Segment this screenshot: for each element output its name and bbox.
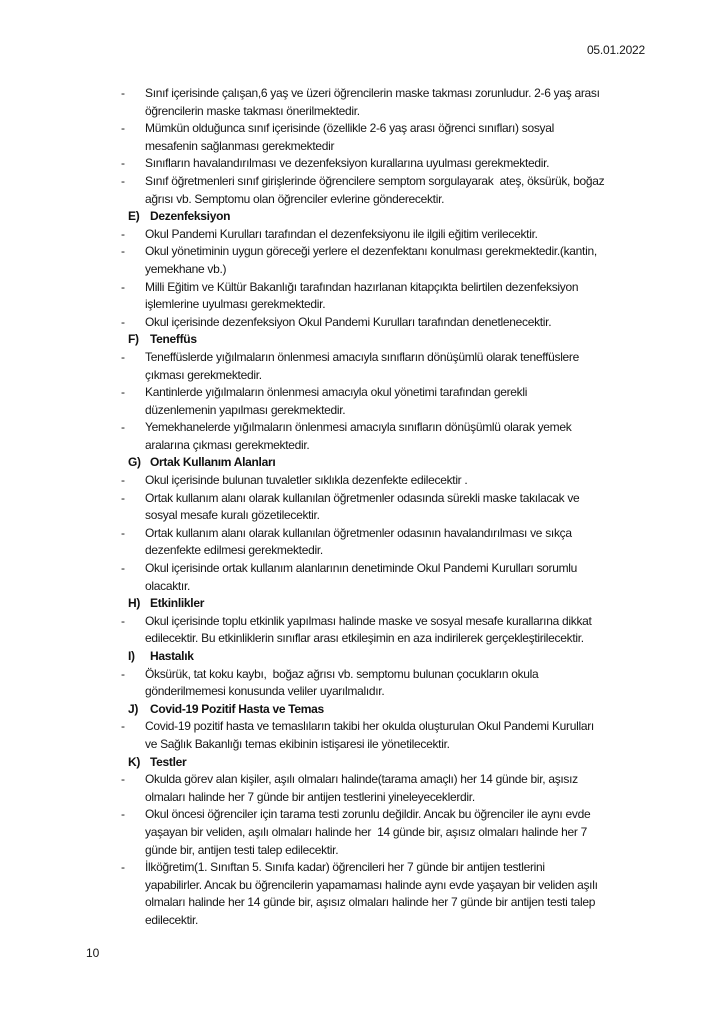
page-number: 10 [86,946,100,960]
list-item [121,472,684,490]
list-item [121,173,684,208]
section-title: Etkinlikler [150,596,205,611]
section-title: Ortak Kullanım Alanları [150,455,276,470]
list-item [121,666,684,701]
list-item-text [145,85,684,120]
list-item-line: Yemekhanelerde yığılmaların önlenmesi amacıyla sınıfların dönüşümlü olarak yemek [145,420,572,435]
list-item-line: Ortak kullanım alanı olarak kullanılan öğretmenler odasında sürekli maske takılacak ve [145,490,580,505]
list-item-line: Sınıf öğretmenleri sınıf girişlerinde öğrencilere semptom sorgulayarak ateş, öksürük, boğaz [145,173,605,188]
list-item-line: Covid-19 pozitif hasta ve temaslıların takibi her okulda oluşturulan Okul Pandemi Kurulları [145,719,594,734]
list-item-text [145,155,684,173]
bullet-dash: - [121,226,125,241]
list-item-text [145,226,684,244]
section-heading [128,701,684,719]
section-heading [128,331,684,349]
section-title: Teneffüs [150,332,197,347]
list-item-line: olmaları halinde her 14 günde bir, aşısız olmaları halinde her 7 günde bir antijen testi talep [145,895,596,910]
bullet-dash: - [121,719,125,734]
list-item [121,226,684,244]
bullet-dash: - [121,490,125,505]
section-letter: J) [128,701,139,716]
bullet-dash: - [121,473,125,488]
list-item-line: sosyal mesafe kuralı gözetilecektir. [145,508,320,523]
section-title: Testler [150,754,187,769]
list-item-line: Öksürük, tat koku kaybı, boğaz ağrısı vb. semptomu bulunan çocukların okula [145,666,539,681]
list-item-line: Sınıfların havalandırılması ve dezenfeksiyon kurallarına uyulması gerekmektedir. [145,156,550,171]
list-item-line: yemekhane vb.) [145,261,227,276]
list-item-line: işlemlerine uyulması gerekmektedir. [145,297,326,312]
bullet-dash: - [121,561,125,576]
section-letter: K) [128,754,141,769]
list-item-line: Okul öncesi öğrenciler için tarama testi zorunlu değildir. Ancak bu öğrenciler ile aynı evde [145,807,591,822]
list-item-text [145,771,684,806]
document-date: 05.01.2022 [586,43,645,57]
list-item-line: öğrencilerin maske takması önerilmektedir. [145,103,360,118]
list-item-line: edilecektir. Bu etkinliklerin sınıflar arası etkileşimin en aza indirilerek gerçekleştirilecektir. [145,631,584,646]
bullet-dash: - [121,613,125,628]
list-item-line: yapabilirler. Ancak bu öğrencilerin yapamaması halinde aynı evde yaşayan bir veliden aşılı [145,877,598,892]
bullet-dash: - [121,244,125,259]
bullet-dash: - [121,121,125,136]
list-item-text [145,490,684,525]
section-heading [128,648,684,666]
section-letter: H) [128,596,141,611]
section-letter: F) [128,332,139,347]
list-item-line: olmaları halinde her 7 günde bir antijen testlerini yineleyeceklerdir. [145,789,475,804]
list-item-line: Milli Eğitim ve Kültür Bakanlığı tarafından hazırlanan kitapçıkta belirtilen dezenfeksiyon [145,279,579,294]
bullet-dash: - [121,279,125,294]
list-item-line: gönderilmemesi konusunda veliler uyarılmalıdır. [145,684,385,699]
list-item [121,384,684,419]
list-item-line: günde bir, antijen testi talep edilecektir. [145,842,339,857]
bullet-dash: - [121,807,125,822]
bullet-dash: - [121,666,125,681]
list-item-line: Sınıf içerisinde çalışan,6 yaş ve üzeri öğrencilerin maske takması zorunludur. 2-6 yaş arası [145,86,600,100]
list-item [121,349,684,384]
section-heading [128,595,684,613]
list-item [121,771,684,806]
bullet-dash: - [121,314,125,329]
document-body [121,85,684,930]
list-item-line: Kantinlerde yığılmaların önlenmesi amacıyla okul yönetimi tarafından gerekli [145,385,528,400]
list-item [121,243,684,278]
list-item [121,859,684,929]
list-item-text [145,613,684,648]
bullet-dash: - [121,349,125,364]
list-item-text [145,560,684,595]
list-item [121,155,684,173]
list-item-line: mesafenin sağlanması gerekmektedir [145,138,335,153]
list-item-line: edilecektir. [145,912,199,927]
bullet-dash: - [121,772,125,787]
list-item-text [145,349,684,384]
list-item [121,806,684,859]
list-item [121,718,684,753]
list-item-line: Mümkün olduğunca sınıf içerisinde (özellikle 2-6 yaş arası öğrenci sınıfları) sosyal [145,121,554,136]
list-item [121,85,684,120]
list-item [121,490,684,525]
list-item-line: İlköğretim(1. Sınıftan 5. Sınıfa kadar) öğrencileri her 7 günde bir antijen testlerini [145,860,545,875]
list-item [121,525,684,560]
list-item-text [145,419,684,454]
bullet-dash: - [121,173,125,188]
bullet-dash: - [121,420,125,435]
list-item-line: Okul içerisinde bulunan tuvaletler sıklıkla dezenfekte edilecektir . [145,473,468,488]
list-item-line: ağrısı vb. Semptomu olan öğrenciler evlerine gönderecektir. [145,191,445,206]
list-item-line: Okul Pandemi Kurulları tarafından el dezenfeksiyonu ile ilgili eğitim verilecektir. [145,226,538,241]
section-letter: I) [128,649,135,663]
section-letter: G) [128,455,141,470]
section-letter: E) [128,209,140,224]
list-item-line: Okulda görev alan kişiler, aşılı olmaları halinde(tarama amaçlı) her 14 günde bir, aşısız [145,772,578,787]
section-title: Hastalık [150,649,194,663]
section-title: Covid-19 Pozitif Hasta ve Temas [150,701,324,716]
list-item-text [145,384,684,419]
bullet-dash: - [121,385,125,400]
list-item-line: yaşayan bir veliden, aşılı olmaları halinde her 14 günde bir, aşısız olmaları halinde her 7 [145,824,588,839]
list-item-text [145,666,684,701]
list-item-text [145,243,684,278]
list-item-text [145,859,684,929]
list-item-line: ve Sağlık Bakanlığı temas ekibinin istişaresi ile yönetilecektir. [145,736,450,751]
section-title: Dezenfeksiyon [150,209,231,224]
list-item [121,314,684,332]
list-item-line: aralarına çıkması gerekmektedir. [145,437,310,452]
list-item-text [145,525,684,560]
section-heading [128,208,684,226]
list-item-line: çıkması gerekmektedir. [145,367,262,382]
list-item-line: Okul içerisinde toplu etkinlik yapılması halinde maske ve sosyal mesafe kurallarına dikkat [145,613,592,628]
bullet-dash: - [121,860,125,875]
list-item-text [145,173,684,208]
list-item-line: Teneffüslerde yığılmaların önlenmesi amacıyla sınıfların dönüşümlü olarak teneffüslere [145,349,580,364]
list-item-text [145,120,684,155]
list-item-text [145,279,684,314]
bullet-dash: - [121,156,125,171]
bullet-dash: - [121,86,125,100]
list-item [121,279,684,314]
list-item-text [145,718,684,753]
list-item-line: olacaktır. [145,578,191,593]
list-item [121,120,684,155]
list-item-line: Okul içerisinde ortak kullanım alanlarının denetiminde Okul Pandemi Kurulları sorumlu [145,561,578,576]
list-item-text [145,314,684,332]
list-item-line: dezenfekte edilmesi gerekmektedir. [145,543,323,558]
list-item [121,560,684,595]
list-item-text [145,472,684,490]
list-item-line: Ortak kullanım alanı olarak kullanılan öğretmenler odasının havalandırılması ve sıkça [145,525,572,540]
list-item [121,613,684,648]
list-item-line: Okul yönetiminin uygun göreceği yerlere el dezenfektanı konulması gerekmektedir.(kantin, [145,244,597,259]
list-item [121,419,684,454]
list-item-line: Okul içerisinde dezenfeksiyon Okul Pandemi Kurulları tarafından denetlenecektir. [145,314,552,329]
section-heading [128,454,684,472]
bullet-dash: - [121,525,125,540]
list-item-line: düzenlemenin yapılması gerekmektedir. [145,402,346,417]
list-item-text [145,806,684,859]
section-heading [128,754,684,772]
